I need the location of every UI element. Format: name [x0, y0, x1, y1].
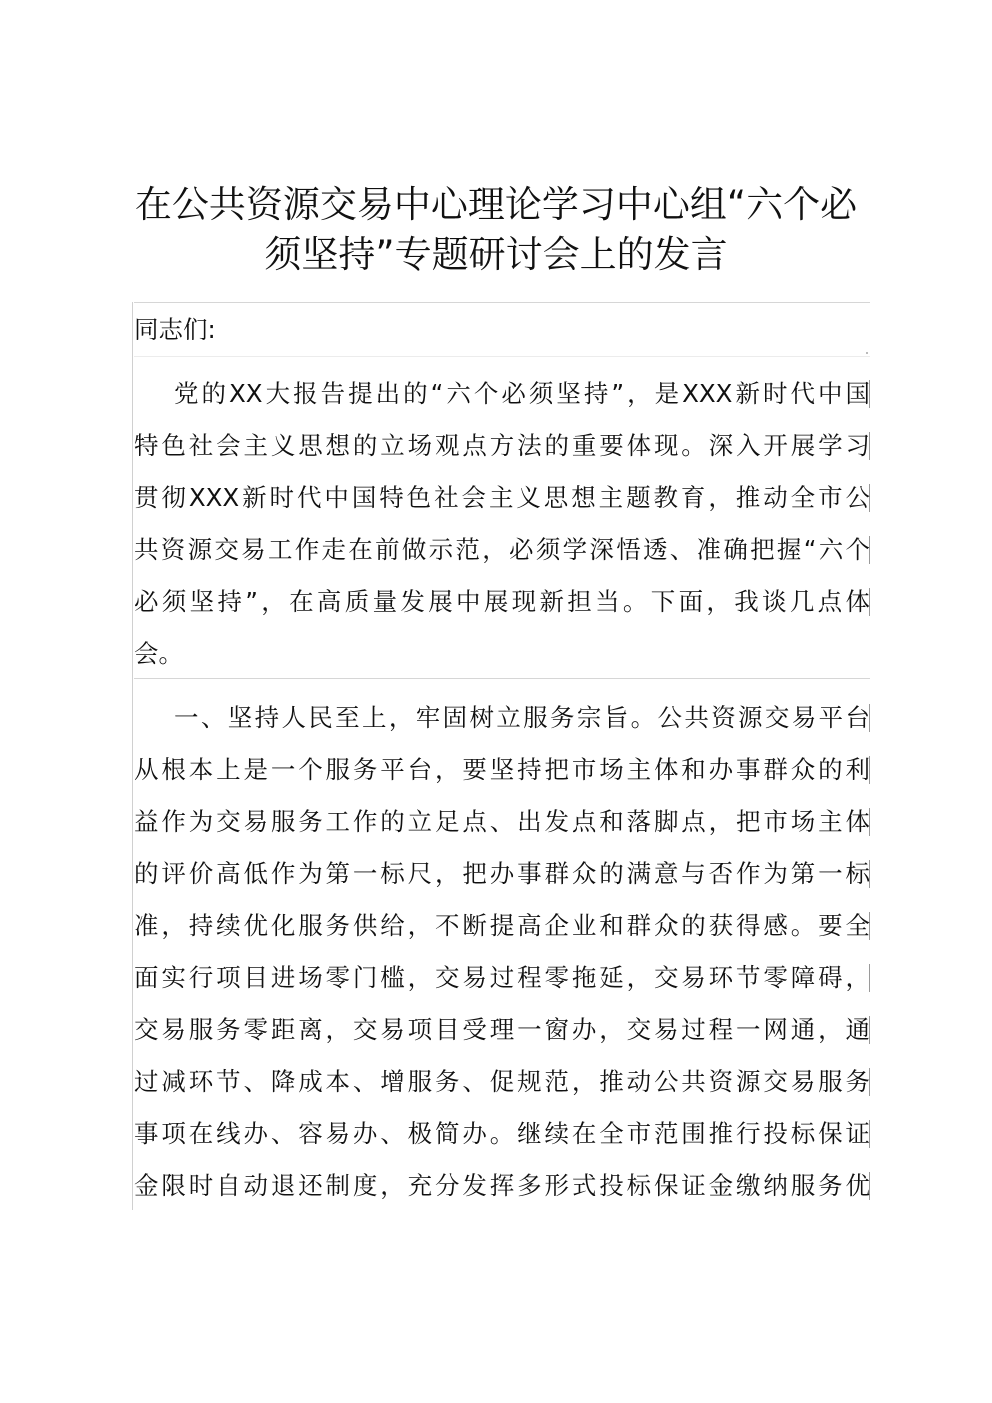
paragraph-2-line: 金限时自动退还制度，充分发挥多形式投标保证金缴纳服务优	[134, 1171, 870, 1200]
paragraph-2-line: 准，持续优化服务供给，不断提高企业和群众的获得感。要全	[134, 911, 870, 940]
paragraph-2-line: 一、坚持人民至上，牢固树立服务宗旨。公共资源交易平台	[174, 703, 870, 732]
paragraph-divider-2	[134, 678, 870, 679]
paragraph-1-line: 贯彻XXX新时代中国特色社会主义思想主题教育，推动全市公	[134, 483, 870, 512]
paragraph-1-line: 必须坚持”，在高质量发展中展现新担当。下面，我谈几点体	[134, 587, 870, 616]
paragraph-1-line: 会。	[134, 639, 183, 668]
frame-left-rule	[132, 302, 133, 1210]
paragraph-2-line: 交易服务零距离，交易项目受理一窗办，交易过程一网通，通	[134, 1015, 870, 1044]
document-title-line-2: 须坚持”专题研讨会上的发言	[264, 233, 728, 276]
frame-top-rule	[134, 302, 870, 303]
paragraph-2-line: 事项在线办、容易办、极简办。继续在全市范围推行投标保证	[134, 1119, 870, 1148]
salutation: 同志们:	[134, 315, 216, 344]
paragraph-2-line: 从根本上是一个服务平台，要坚持把市场主体和办事群众的利	[134, 755, 870, 784]
paragraph-1-line: 特色社会主义思想的立场观点方法的重要体现。深入开展学习	[134, 431, 870, 460]
paragraph-2-line: 益作为交易服务工作的立足点、出发点和落脚点，把市场主体	[134, 807, 870, 836]
paragraph-2-line: 过减环节、降成本、增服务、促规范，推动公共资源交易服务	[134, 1067, 870, 1096]
paragraph-1-line: 共资源交易工作走在前做示范，必须学深悟透、准确把握“六个	[134, 535, 870, 564]
frame-corner-dot	[866, 352, 868, 354]
paragraph-divider-1	[134, 356, 870, 357]
paragraph-2-line: 的评价高低作为第一标尺，把办事群众的满意与否作为第一标	[134, 859, 870, 888]
document-title-line-1: 在公共资源交易中心理论学习中心组“六个必	[134, 183, 858, 226]
paragraph-1-line: 党的XX大报告提出的“六个必须坚持”，是XXX新时代中国	[174, 379, 870, 408]
paragraph-2-line: 面实行项目进场零门槛，交易过程零拖延，交易环节零障碍，	[134, 963, 870, 992]
